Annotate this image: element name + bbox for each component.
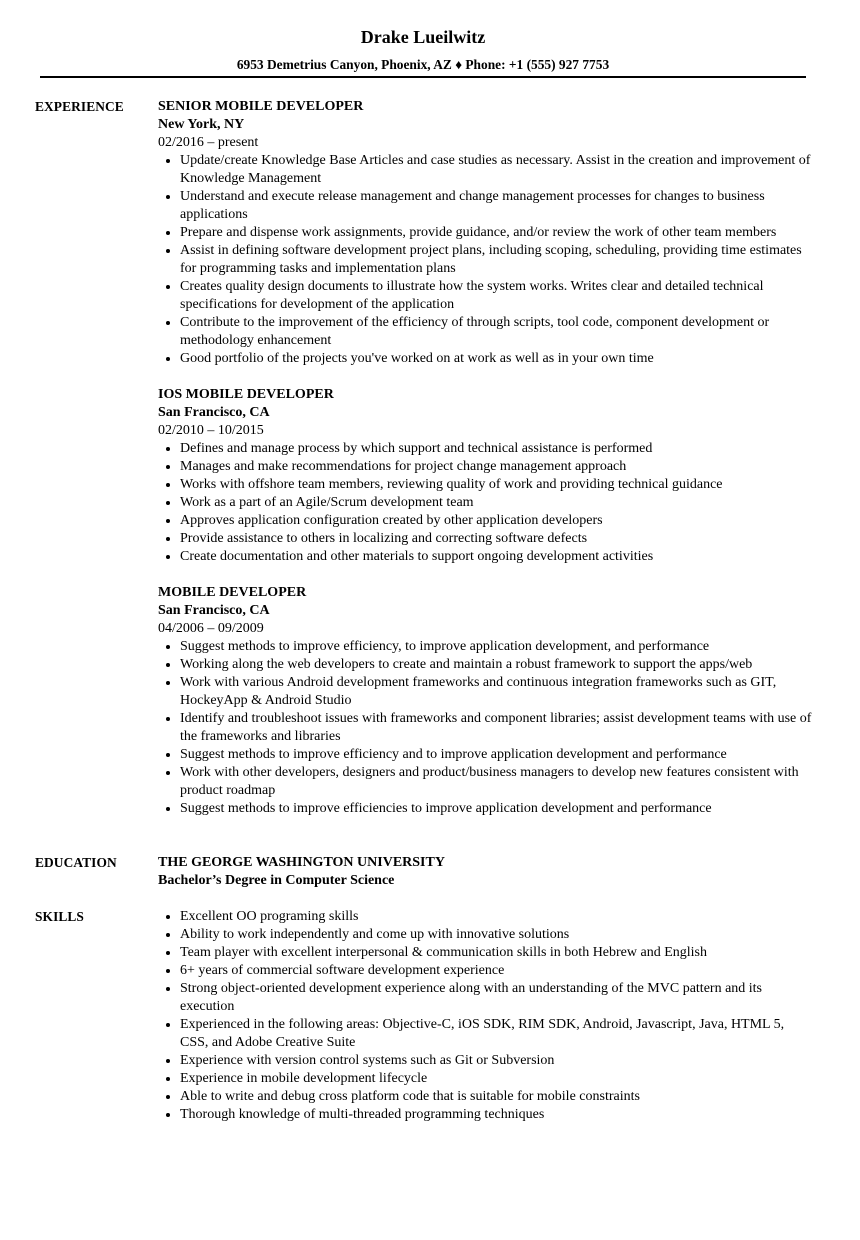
job-title: SENIOR MOBILE DEVELOPER (158, 99, 364, 114)
job-entry (158, 98, 814, 368)
candidate-name: Drake Lueilwitz (360, 27, 486, 47)
list-item: Suggest methods to improve efficiency and to improve application development and performance (158, 746, 814, 764)
list-item: Defines and manage process by which support and technical assistance is performed (158, 440, 814, 458)
job-entry (158, 386, 814, 566)
list-item: Experience with version control systems such as Git or Subversion (158, 1052, 814, 1070)
list-item: Thorough knowledge of multi-threaded programming techniques (158, 1106, 814, 1124)
job-entry (158, 584, 814, 818)
skills-list (158, 908, 814, 1124)
list-item: Team player with excellent interpersonal & communication skills in both Hebrew and English (158, 944, 814, 962)
job-title: IOS MOBILE DEVELOPER (158, 387, 334, 402)
job-dates: 02/2016 – present (158, 135, 259, 150)
list-item: 6+ years of commercial software development experience (158, 962, 814, 980)
list-item: Suggest methods to improve efficiencies to improve application development and performance (158, 800, 814, 818)
degree: Bachelor’s Degree in Computer Science (158, 873, 395, 888)
list-item: Experienced in the following areas: Objective-C, iOS SDK, RIM SDK, Android, Javascript, Java, HTML 5, CSS, and Adobe Creative Suite (158, 1016, 814, 1052)
list-item: Provide assistance to others in localizing and correcting software defects (158, 530, 814, 548)
job-title: MOBILE DEVELOPER (158, 585, 307, 600)
job-location: San Francisco, CA (158, 405, 270, 420)
header-divider (40, 76, 806, 78)
experience-body (158, 98, 814, 836)
job-bullets (158, 440, 814, 566)
list-item: Understand and execute release management and change management processes for changes to business applications (158, 188, 814, 224)
list-item: Create documentation and other materials to support ongoing development activities (158, 548, 814, 566)
experience-heading: EXPERIENCE (35, 99, 124, 114)
resume-header (40, 24, 806, 74)
list-item: Work with various Android development frameworks and continuous integration frameworks such as GIT, HockeyApp & Android Studio (158, 674, 814, 710)
skills-body (158, 908, 814, 1124)
list-item: Creates quality design documents to illustrate how the system works. Writes clear and detailed technical specifications for development of the application (158, 278, 814, 314)
list-item: Ability to work independently and come up with innovative solutions (158, 926, 814, 944)
list-item: Work as a part of an Agile/Scrum development team (158, 494, 814, 512)
list-item: Strong object-oriented development experience along with an understanding of the MVC pattern and its execution (158, 980, 814, 1016)
job-bullets (158, 638, 814, 818)
school-name: THE GEORGE WASHINGTON UNIVERSITY (158, 855, 445, 870)
list-item: Able to write and debug cross platform code that is suitable for mobile constraints (158, 1088, 814, 1106)
education-heading: EDUCATION (35, 855, 117, 870)
list-item: Prepare and dispense work assignments, provide guidance, and/or review the work of other team members (158, 224, 814, 242)
list-item: Assist in defining software development project plans, including scoping, scheduling, providing time estimates for programming tasks and implementation plans (158, 242, 814, 278)
list-item: Update/create Knowledge Base Articles and case studies as necessary. Assist in the creation and improvement of Knowledge Management (158, 152, 814, 188)
job-location: San Francisco, CA (158, 603, 270, 618)
list-item: Experience in mobile development lifecycle (158, 1070, 814, 1088)
job-location: New York, NY (158, 117, 245, 132)
contact-line: 6953 Demetrius Canyon, Phoenix, AZ ♦ Phone: +1 (555) 927 7753 (236, 57, 610, 72)
list-item: Approves application configuration created by other application developers (158, 512, 814, 530)
list-item: Manages and make recommendations for project change management approach (158, 458, 814, 476)
list-item: Contribute to the improvement of the efficiency of through scripts, tool code, component development or methodology enhancement (158, 314, 814, 350)
list-item: Works with offshore team members, reviewing quality of work and providing technical guidance (158, 476, 814, 494)
skills-heading: SKILLS (35, 909, 84, 924)
list-item: Identify and troubleshoot issues with frameworks and component libraries; assist development teams with use of the frameworks and libraries (158, 710, 814, 746)
list-item: Working along the web developers to create and maintain a robust framework to support the apps/web (158, 656, 814, 674)
list-item: Good portfolio of the projects you've worked on at work as well as in your own time (158, 350, 814, 368)
job-bullets (158, 152, 814, 368)
list-item: Excellent OO programing skills (158, 908, 814, 926)
list-item: Work with other developers, designers and product/business managers to develop new features consistent with product roadmap (158, 764, 814, 800)
job-dates: 04/2006 – 09/2009 (158, 621, 264, 636)
job-dates: 02/2010 – 10/2015 (158, 423, 264, 438)
education-body (158, 854, 814, 890)
list-item: Suggest methods to improve efficiency, to improve application development, and performance (158, 638, 814, 656)
